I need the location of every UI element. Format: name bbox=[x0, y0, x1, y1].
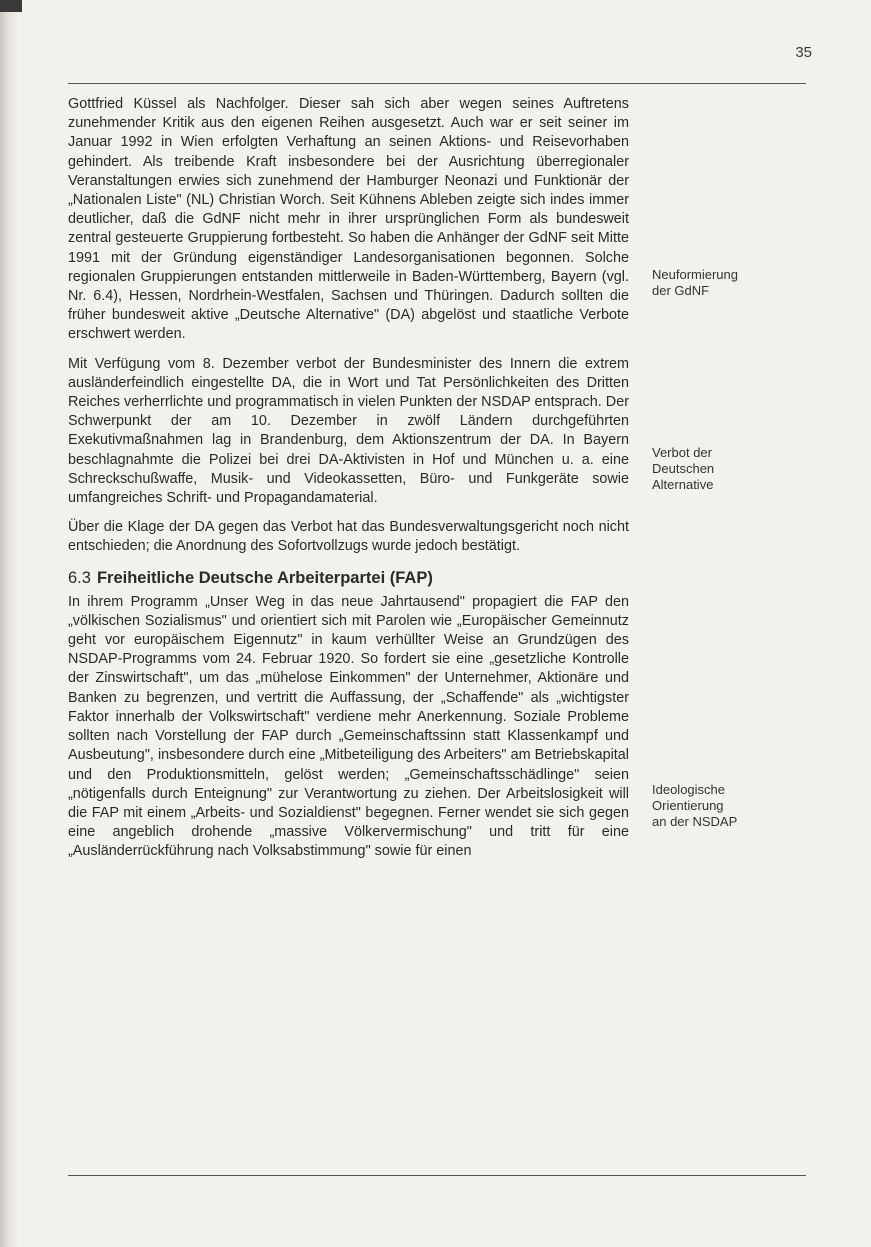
margin-note-line: Ideologische bbox=[652, 782, 725, 797]
margin-note-line: Deutschen bbox=[652, 460, 715, 476]
margin-note-line: Verbot der bbox=[652, 445, 712, 460]
paragraph-fap-program: In ihrem Programm „Unser Weg in das neue Jahrtausend" propagiert die FAP den „völkischen Sozialismus" und orientiert sich mit Parolen wie „Europäischer Gemeinnutz geht vor europäischem Eigennutz" in kaum verhüllter Weise an Grundzügen des NSDAP-Programms vom 24. Februar 1920. So fordert sie eine „gesetzliche Kontrolle der Zinswirtschaft", um das „mühelose Einkommen" der Unternehmer, Aktionäre und Banken zu begrenzen, und vertritt die Auffassung, der „Schaffende" als „wichtigster Faktor innerhalb der Volkswirtschaft" verdiene mehr Anerkennung. Soziale Probleme sollten nach Vorstellung der FAP durch „Gemeinschaftssinn statt Klassenkampf und Ausbeutung", insbesondere durch eine „Mitbeteiligung des Arbeiters" am Betriebskapital und den Produktionsmitteln, gelöst werden; „Gemeinschaftsschädlinge" seien „nötigenfalls durch Enteignung" zur Verantwortung zu ziehen. Der Arbeitslosigkeit will die FAP mit einem „Arbeits- und Sozialdienst" begegnen. Ferner wendet sie sich gegen eine angeblich drohende „massive Völkervermischung" und tritt für eine „Ausländerrückführung nach Volksabstimmung" sowie für einen bbox=[68, 593, 629, 860]
footer-rule bbox=[68, 1175, 806, 1176]
section-number: 6.3 bbox=[68, 568, 91, 587]
margin-note-line: Orientierung bbox=[652, 797, 724, 813]
spine-mark bbox=[0, 0, 22, 12]
main-text-column bbox=[68, 95, 629, 872]
paragraph-da-ban: Mit Verfügung vom 8. Dezember verbot der Bundesminister des Innern die extrem ausländerfeindlich eingestellte DA, die in Wort und Tat Persönlichkeiten des Dritten Reiches verherrlichte und programmatisch in vielen Punkten der NSDAP entsprach. Der Schwerpunkt der am 10. Dezember in zwölf Ländern durchgeführten Exekutivmaßnahmen lag in Brandenburg, dem Aktionszentrum der DA. In Bayern beschlagnahmte die Polizei bei drei DA-Aktivisten in Hof und München u. a. eine Schreckschußwaffe, Musik- und Videokassetten, Büro- und Funkgeräte sowie umfangreiches Schrift- und Propagandamaterial. bbox=[68, 355, 629, 507]
margin-note-line: Neuformierung bbox=[652, 267, 738, 282]
book-spine-shadow bbox=[0, 0, 18, 1247]
header-rule bbox=[68, 83, 806, 84]
margin-note-neuformierung bbox=[652, 267, 802, 299]
paragraph-gdnf: Gottfried Küssel als Nachfolger. Dieser sah sich aber wegen seines Auftretens zunehmender Kritik aus den eigenen Reihen ausgesetzt. Auch war er seit seiner im Januar 1992 in Wien erfolgten Verhaftung an seinen Aktions- und Reisevorhaben gehindert. Als treibende Kraft insbesondere bei der Ausrichtung überregionaler Veranstaltungen erwies sich zunehmend der Hamburger Neonazi und Funktionär der „Nationalen Liste" (NL) Christian Worch. Seit Kühnens Ableben zeigte sich indes immer deutlicher, daß die GdNF nicht mehr in ihrer ursprünglichen Form als bundesweit zentral gesteuerte Gruppierung fortbesteht. So haben die Anhänger der GdNF seit Mitte 1991 mit der Gründung eigenständiger Landesorganisationen begonnen. Solche regionalen Gruppierungen entstanden mittlerweile in Baden-Württemberg, Bayern (vgl. Nr. 6.4), Hessen, Nordrhein-Westfalen, Sachsen und Thüringen. Dadurch sollten die früher bundesweit aktive „Deutsche Alternative" (DA) abgelöst und staatliche Verbote erschwert werden. bbox=[68, 96, 629, 343]
section-title: Freiheitliche Deutsche Arbeiterpartei (FAP) bbox=[96, 568, 433, 587]
margin-note-verbot bbox=[652, 445, 802, 492]
margin-note-ideologie bbox=[652, 782, 802, 829]
margin-note-line: der GdNF bbox=[652, 282, 710, 298]
margin-note-line: Alternative bbox=[652, 476, 714, 492]
page-number: 35 bbox=[795, 44, 812, 61]
margin-note-line: an der NSDAP bbox=[652, 813, 738, 829]
paragraph-da-lawsuit: Über die Klage der DA gegen das Verbot hat das Bundesverwaltungsgericht noch nicht entschieden; die Anordnung des Sofortvollzugs wurde jedoch bestätigt. bbox=[68, 519, 629, 555]
section-heading bbox=[68, 567, 629, 589]
